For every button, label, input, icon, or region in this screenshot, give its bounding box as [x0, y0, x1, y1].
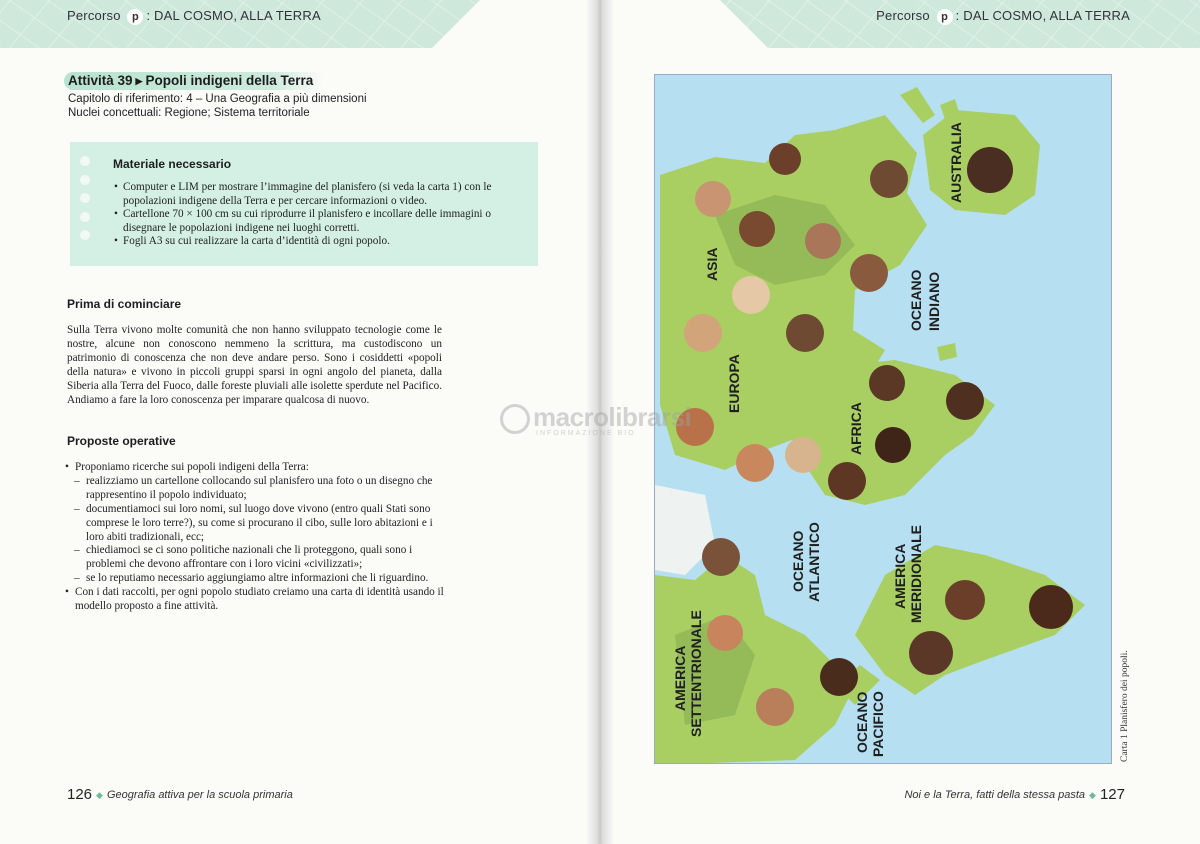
path-badge: p	[937, 9, 953, 25]
proposals-subitem: – chiediamoci se ci sono politiche nazionali che li proteggono, quali sono i problemi che devono affrontare con i loro vicini «civilizzati»;	[74, 544, 445, 572]
diamond-icon: ◆	[1089, 790, 1096, 800]
core-concepts: Nuclei concettuali: Regione; Sistema territoriale	[68, 107, 310, 119]
header-title: : DAL COSMO, ALLA TERRA	[146, 8, 321, 23]
map-illustration	[655, 75, 1112, 764]
proposals-subitem: – realizziamo un cartellone collocando sul planisfero una foto o un disegno che rappresentino il popolo individuato;	[74, 475, 445, 503]
materials-item: • Computer e LIM per mostrare l’immagine del planisfero (si veda la carta 1) con le popolazioni indigene della Terra e per cercare informazioni o video.	[114, 181, 524, 208]
running-header	[67, 8, 321, 25]
label-america-settentrionale-2: SETTENTRIONALE	[688, 610, 704, 737]
intro-title: Prima di cominciare	[67, 297, 182, 311]
running-header	[876, 8, 1130, 25]
materials-item: • Fogli A3 su cui realizzare la carta d’identità di ogni popolo.	[114, 235, 524, 249]
activity-title	[64, 72, 323, 90]
path-badge: p	[127, 9, 143, 25]
book-title: Geografia attiva per la scuola primaria	[106, 789, 293, 801]
page-number: 126	[67, 786, 93, 803]
materials-list	[114, 181, 524, 249]
chapter-reference: Capitolo di riferimento: 4 – Una Geografia a più dimensioni	[68, 93, 367, 105]
label-america-meridionale-1: AMERICA	[892, 543, 908, 609]
label-oceano-atlantico-1: OCEANO	[790, 530, 806, 592]
page-number: 127	[1099, 786, 1125, 803]
right-page	[602, 0, 1200, 844]
intro-text: Sulla Terra vivono molte comunità che non hanno sviluppato tecnologie come le nostre, alcune non conoscono nemmeno la scrittura, ma custodiscono un patrimonio di conoscenza che non deve andare perso. Sono i cosiddetti «popoli della natura» e vivono in piccoli gruppi sparsi in ogni angolo del pianeta, dalla Siberia alla Terra del Fuoco, dalle foreste pluviali alle isolette sperdute nel Pacifico. Andiamo a fare la loro conoscenza per imparare qualcosa di nuovo.	[67, 324, 442, 406]
label-oceano-atlantico-2: ATLANTICO	[806, 522, 822, 602]
proposals-subitem: – documentiamoci sui loro nomi, sul luogo dove vivono (entro quali Stati sono comprese le loro terre?), su come si procurano il cibo, sulle loro abitazioni e i loro abiti tradizionali, ecc;	[74, 503, 445, 545]
watermark: macrolibrarsi INFORMAZIONE BIO	[500, 402, 691, 437]
activity-number: Attività 39	[68, 73, 133, 88]
label-oceano-pacifico-1: OCEANO	[854, 691, 870, 753]
label-oceano-indiano-2: INDIANO	[926, 271, 942, 331]
header-prefix: Percorso	[876, 8, 930, 23]
proposals-list	[65, 461, 445, 614]
proposals-item: • Proponiamo ricerche sui popoli indigeni della Terra: – realizziamo un cartellone collocando sul planisfero una foto o un disegno che rappresentino il popolo individuato; – documentiamoci sui loro nomi, sul luogo dove vivono (entro quali Stati sono comprese le loro terre?), su come si procurano il cibo, sulle loro abitazioni e i loro abiti tradizionali, ecc; – chiediamoci se ci sono politiche nazionali che li proteggono, quali sono i problemi che devono affrontare con i loro vicini «civilizzati»; – se lo reputiamo necessario aggiungiamo altre informazioni che li riguardino.	[65, 461, 445, 586]
triangle-arrow-icon: ▶	[135, 76, 143, 86]
watermark-logo-icon	[500, 404, 530, 434]
label-africa: AFRICA	[848, 402, 864, 455]
label-asia: ASIA	[704, 247, 720, 281]
proposals-item: • Con i dati raccolti, per ogni popolo studiato creiamo una carta di identità usando il modello proposto a fine attività.	[65, 586, 445, 614]
label-europa: EUROPA	[726, 354, 742, 413]
diamond-icon: ◆	[96, 790, 103, 800]
activity-name: Popoli indigeni della Terra	[145, 73, 314, 88]
label-australia: AUSTRALIA	[948, 122, 964, 203]
proposals-title: Proposte operative	[67, 434, 176, 448]
world-map	[654, 74, 1112, 764]
header-title: : DAL COSMO, ALLA TERRA	[955, 8, 1130, 23]
header-prefix: Percorso	[67, 8, 121, 23]
label-oceano-pacifico-2: PACIFICO	[870, 691, 886, 757]
label-oceano-indiano-1: OCEANO	[908, 269, 924, 331]
binder-holes	[80, 156, 90, 249]
map-caption: Carta 1 Planisfero dei popoli.	[1120, 650, 1130, 762]
materials-box	[70, 142, 538, 266]
page-footer	[67, 786, 293, 803]
proposals-subitem: – se lo reputiamo necessario aggiungiamo altre informazioni che li riguardino.	[74, 572, 445, 586]
page-footer	[904, 786, 1125, 803]
chapter-title: Noi e la Terra, fatti della stessa pasta	[904, 789, 1086, 801]
materials-item: • Cartellone 70 × 100 cm su cui riprodurre il planisfero e incollare delle immagini o disegnare le popolazioni indigene nei luoghi corretti.	[114, 208, 524, 235]
label-america-meridionale-2: MERIDIONALE	[908, 525, 924, 623]
proposals-sublist	[75, 475, 445, 586]
materials-title: Materiale necessario	[113, 157, 232, 171]
label-america-settentrionale-1: AMERICA	[672, 645, 688, 711]
